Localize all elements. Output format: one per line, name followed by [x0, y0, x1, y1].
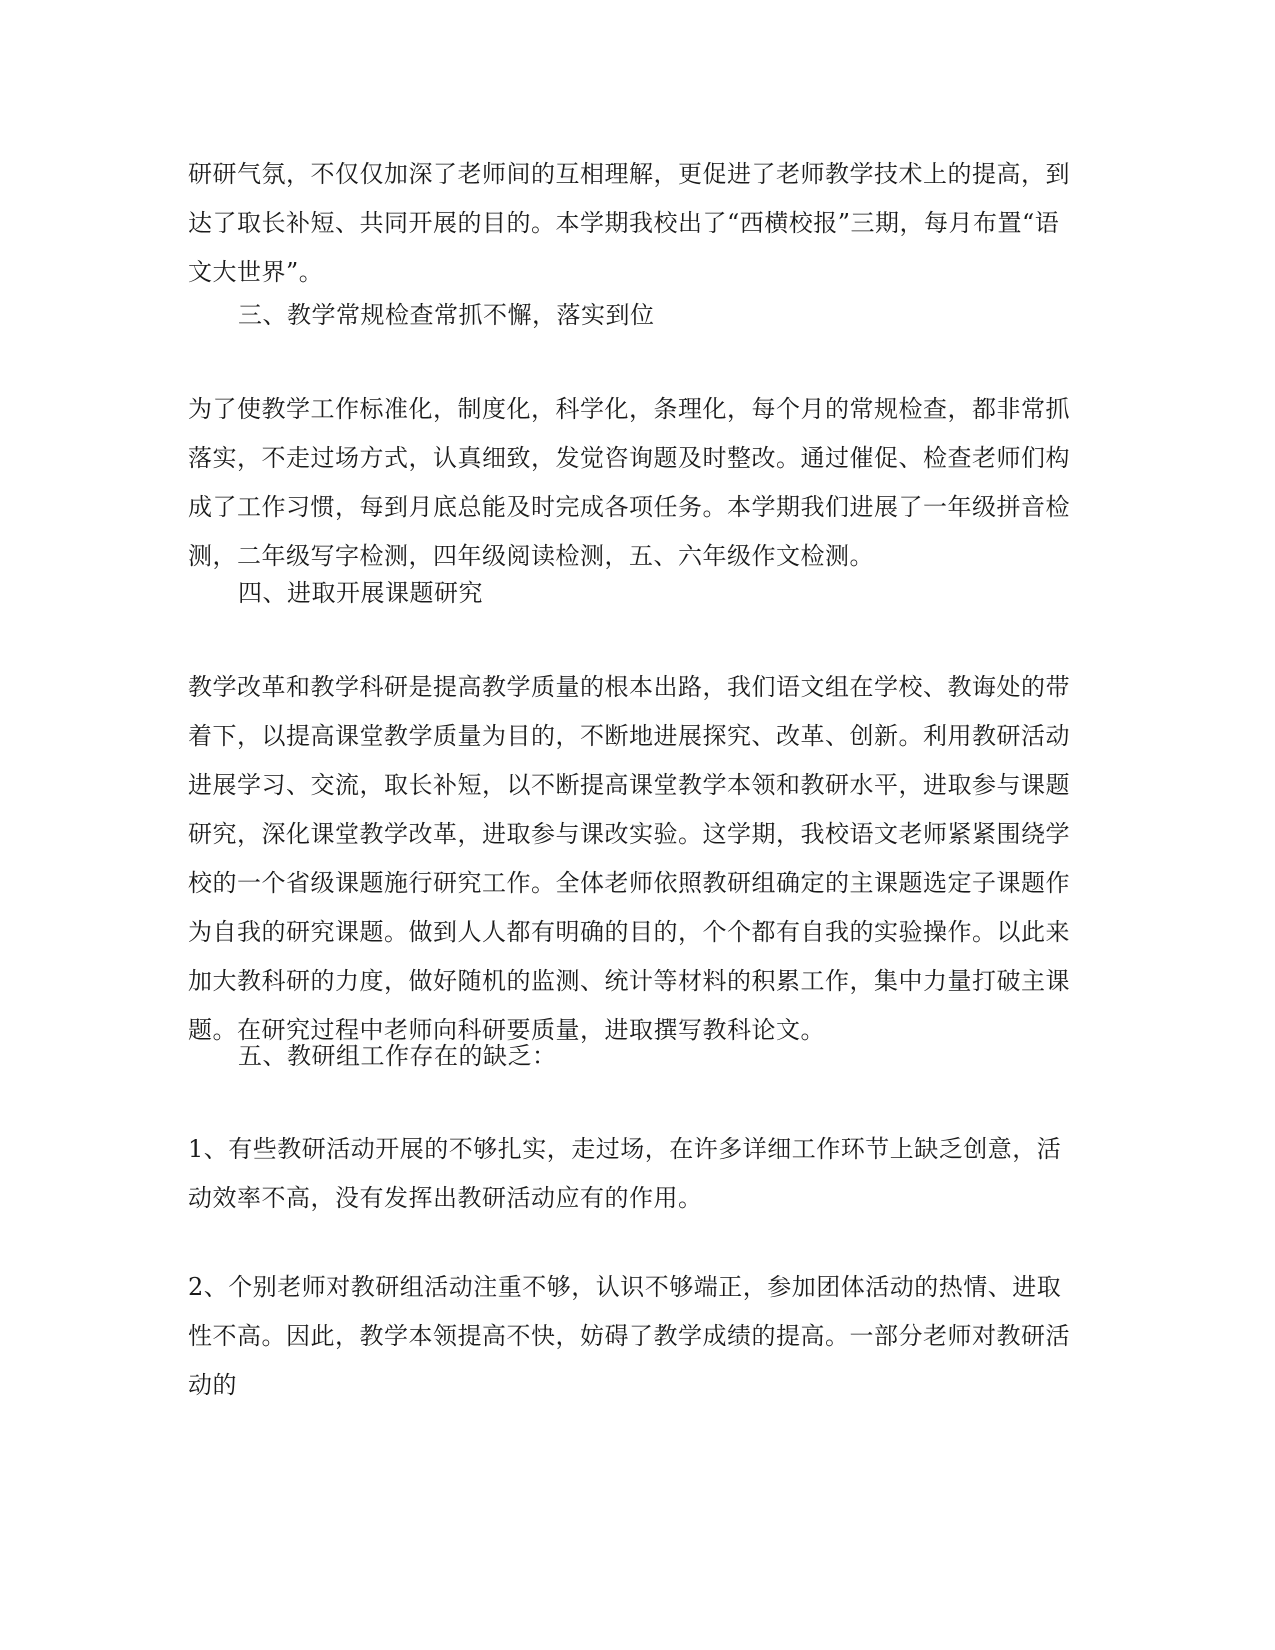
paragraph-routine-inspection: 为了使教学工作标准化，制度化，科学化，条理化，每个月的常规检查，都非常抓落实，不走过场方式，认真细致，发觉咨询题及时整改。通过催促、检查老师们构成了工作习惯，每到月底总能及时完成各项任务。本学期我们进展了一年级拼音检测，二年级写字检测，四年级阅读检测，五、六年级作文检测。	[188, 395, 1070, 570]
section-heading-3: 三、教学常规检查常抓不懈，落实到位	[238, 301, 655, 329]
list-item-1: 1、有些教研活动开展的不够扎实，走过场，在许多详细工作环节上缺乏创意，活动效率不高，没有发挥出教研活动应有的作用。	[188, 1135, 1062, 1212]
list-item-2: 2、个别老师对教研组活动注重不够，认识不够端正，参加团体活动的热情、进取性不高。因此，教学本领提高不快，妨碍了教学成绩的提高。一部分老师对教研活动的	[188, 1273, 1070, 1399]
paragraph-research-topics: 教学改革和教学科研是提高教学质量的根本出路，我们语文组在学校、教诲处的带着下，以提高课堂教学质量为目的，不断地进展探究、改革、创新。利用教研活动进展学习、交流，取长补短，以不断提高课堂教学本领和教研水平，进取参与课题研究，深化课堂教学改革，进取参与课改实验。这学期，我校语文老师紧紧围绕学校的一个省级课题施行研究工作。全体老师依照教研组确定的主课题选定子课题作为自我的研究课题。做到人人都有明确的目的，个个都有自我的实验操作。以此来加大教科研的力度，做好随机的监测、统计等材料的积累工作，集中力量打破主课题。在研究过程中老师向科研要质量，进取撰写教科论文。	[188, 673, 1070, 1044]
section-heading-5: 五、教研组工作存在的缺乏：	[238, 1042, 557, 1070]
section-heading-4: 四、进取开展课题研究	[238, 579, 483, 607]
paragraph-teaching-research-atmosphere: 研研气氛，不仅仅加深了老师间的互相理解，更促进了老师教学技术上的提高，到达了取长补短、共同开展的目的。本学期我校出了“西横校报”三期，每月布置“语文大世界”。	[188, 160, 1070, 286]
